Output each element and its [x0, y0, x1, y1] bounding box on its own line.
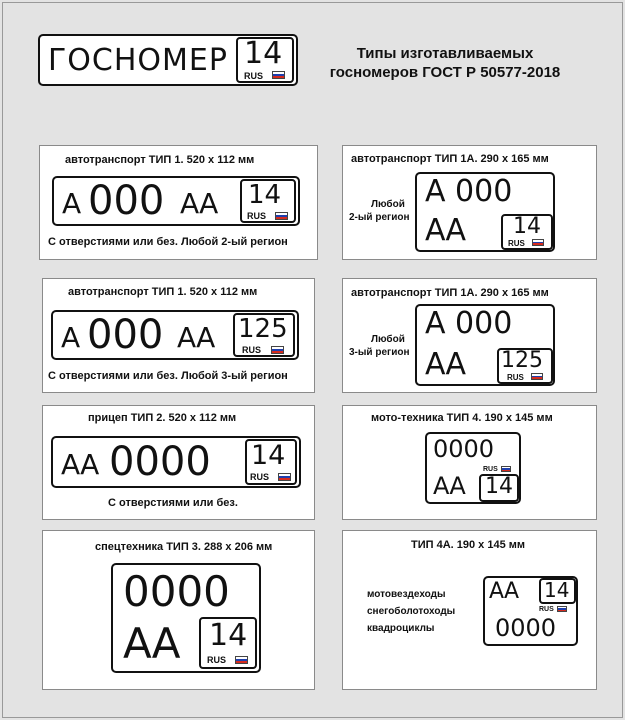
- card-caption: прицеп ТИП 2. 520 x 112 мм: [88, 412, 237, 424]
- plate-country: RUS: [242, 345, 262, 355]
- flag-icon: [531, 373, 543, 380]
- plate-letter: А: [61, 321, 81, 354]
- plate-region-box: [501, 214, 553, 250]
- flag-icon: [557, 606, 567, 612]
- page-title-line2: госномеров ГОСТ Р 50577-2018: [329, 64, 561, 81]
- license-plate: [425, 432, 521, 504]
- plate-bottom-row: АА: [433, 472, 466, 500]
- side-line: Любой: [371, 334, 405, 345]
- plate-region-box: [199, 617, 257, 669]
- flag-icon: [235, 656, 248, 664]
- card-caption: мото-техника ТИП 4. 190 x 145 мм: [371, 412, 553, 424]
- license-plate: [415, 172, 555, 252]
- card-type1a-2reg: [342, 145, 597, 260]
- plate-top-row: 0000: [433, 435, 495, 463]
- flag-icon: [271, 346, 284, 354]
- card-type4: [342, 405, 597, 520]
- plate-digits: 0000: [109, 439, 211, 485]
- flag-icon: [278, 473, 291, 481]
- side-line: снегоболотоходы: [367, 606, 456, 617]
- plate-bottom-row: АА: [123, 619, 181, 668]
- license-plate: [51, 436, 301, 488]
- page-title: [315, 44, 575, 82]
- card-caption: автотранспорт ТИП 1А. 290 x 165 мм: [351, 153, 549, 165]
- page-title-line1: Типы изготавливаемых: [356, 45, 534, 62]
- flag-icon: [275, 212, 288, 220]
- side-line: мотовездеходы: [367, 589, 446, 600]
- license-plate: [415, 304, 555, 386]
- plate-region-box: [479, 474, 519, 502]
- plate-country: RUS: [250, 472, 270, 482]
- plate-top-row: А 000: [425, 306, 513, 341]
- plate-region-box: [497, 348, 553, 384]
- flag-icon: [501, 466, 511, 472]
- plate-letters: АА: [180, 187, 219, 220]
- plate-letters: АА: [61, 448, 100, 481]
- card-note: С отверстиями или без. Любой 2-ый регион: [48, 236, 288, 248]
- plate-region: 14: [209, 618, 248, 653]
- card-side-note: [349, 198, 410, 224]
- plate-region: 14: [544, 578, 570, 602]
- card-side-note: [349, 333, 410, 359]
- logo-plate: [38, 34, 298, 86]
- license-plate: [51, 310, 299, 360]
- flag-icon: [532, 239, 544, 246]
- plate-region-box: [245, 439, 297, 485]
- card-type1-3reg: [42, 278, 315, 393]
- side-line: 3-ый регион: [349, 347, 410, 358]
- side-line: 2-ый регион: [349, 212, 410, 223]
- license-plate: [483, 576, 578, 646]
- plate-region: 14: [251, 440, 286, 471]
- card-side-note: [367, 586, 455, 637]
- side-line: Любой: [371, 199, 405, 210]
- card-caption: автотранспорт ТИП 1А. 290 x 165 мм: [351, 287, 549, 299]
- card-caption: спецтехника ТИП 3. 288 x 206 мм: [95, 541, 273, 553]
- plate-digits: 000: [87, 312, 164, 358]
- side-line: квадроциклы: [367, 623, 435, 634]
- plate-digits: 000: [88, 178, 165, 224]
- plate-country: RUS: [508, 239, 525, 248]
- logo-flag-icon: [272, 71, 285, 79]
- card-note: С отверстиями или без. Любой 3-ый регион: [48, 370, 288, 382]
- plate-top-row: 0000: [123, 567, 230, 616]
- license-plate: [52, 176, 300, 226]
- plate-letter: А: [62, 187, 82, 220]
- card-note: С отверстиями или без.: [108, 497, 238, 509]
- card-type2: [42, 405, 315, 520]
- card-caption: автотранспорт ТИП 1. 520 x 112 мм: [68, 286, 258, 298]
- plate-region-box: [233, 313, 295, 357]
- plate-region: 125: [238, 314, 288, 344]
- card-type4a: [342, 530, 597, 690]
- plate-top-row: А 000: [425, 174, 513, 209]
- plate-region-box: [539, 578, 576, 604]
- plate-bottom-row: АА: [425, 347, 467, 382]
- plate-country: RUS: [247, 211, 267, 221]
- card-caption: автотранспорт ТИП 1. 520 x 112 мм: [65, 154, 255, 166]
- plate-region: 14: [485, 474, 513, 499]
- card-type1-2reg: [39, 145, 318, 260]
- plate-bottom-row: АА: [425, 213, 467, 248]
- plate-country: RUS: [483, 466, 498, 473]
- plate-country: RUS: [539, 606, 554, 613]
- plate-country: RUS: [507, 373, 524, 382]
- card-type1a-3reg: [342, 278, 597, 393]
- logo-region: 14: [244, 36, 283, 71]
- plate-top-row: АА: [489, 579, 520, 604]
- logo-region-box: [236, 37, 294, 83]
- plate-letters: АА: [177, 321, 216, 354]
- plate-bottom-row: 0000: [495, 614, 557, 642]
- card-caption: ТИП 4А. 190 x 145 мм: [411, 539, 526, 551]
- plate-region: 14: [248, 180, 282, 210]
- plate-country: RUS: [207, 655, 227, 665]
- plate-region: 14: [513, 214, 541, 239]
- plate-region: 125: [501, 348, 543, 373]
- logo-text: ГОСНОМЕР: [48, 43, 228, 78]
- logo-country: RUS: [244, 71, 264, 81]
- plate-region-box: [240, 179, 296, 223]
- card-type3: [42, 530, 315, 690]
- license-plate: [111, 563, 261, 673]
